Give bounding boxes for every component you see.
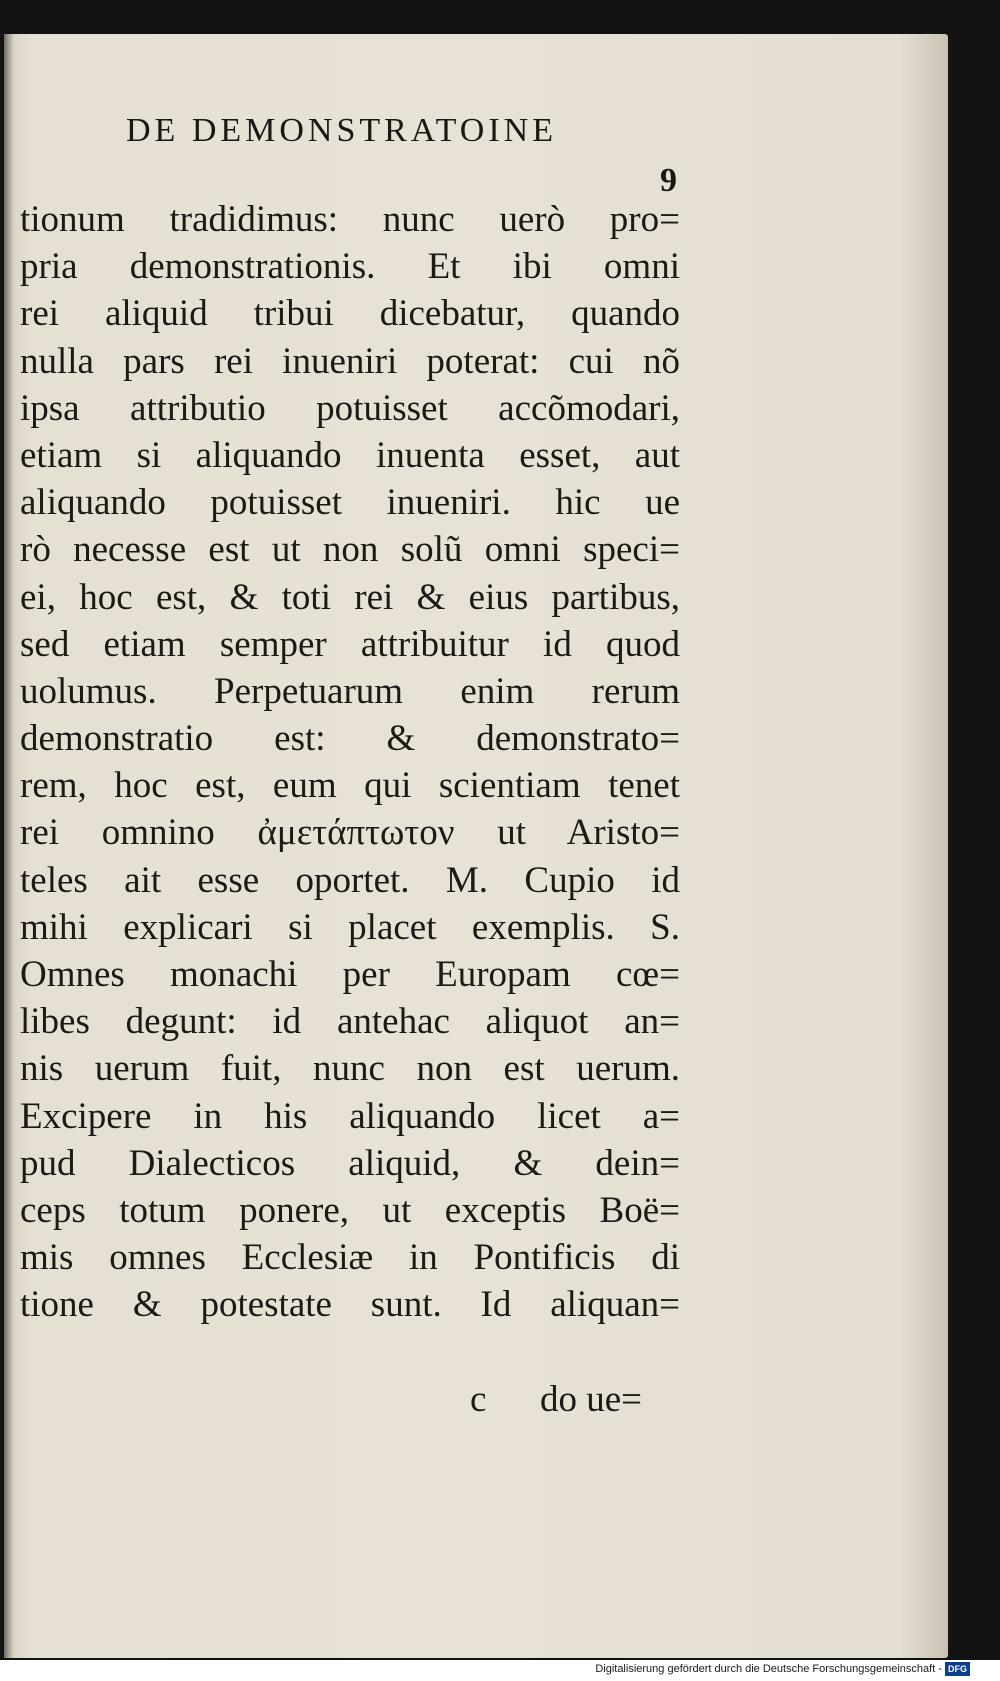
text-line: Excipere in his aliquando licet a=	[20, 1095, 680, 1137]
text-line: tione & potestate sunt. Id aliquan=	[20, 1284, 680, 1326]
text-line: nis uerum fuit, nunc non est uerum.	[20, 1048, 680, 1090]
text-line: libes degunt: id antehac aliquot an=	[20, 1001, 680, 1043]
page-number: 9	[660, 162, 677, 199]
body-text	[20, 196, 680, 1329]
catchword: do ue=	[540, 1379, 643, 1420]
text-line: ipsa attributio potuisset accõmodari,	[20, 387, 680, 429]
text-line: pria demonstrationis. Et ibi omni	[20, 246, 680, 288]
text-line: ceps totum ponere, ut exceptis Boë=	[20, 1189, 680, 1231]
text-line: rei omnino ἀμετάπτωτον ut Aristo=	[20, 812, 680, 854]
digitization-credit	[595, 1662, 970, 1676]
text-line: mis omnes Ecclesiæ in Pontificis di	[20, 1237, 680, 1279]
text-line: teles ait esse oportet. M. Cupio id	[20, 859, 680, 901]
text-line: tionum tradidimus: nunc uerò pro=	[20, 199, 680, 240]
page-gutter-shadow	[4, 34, 14, 1658]
text-line: rei aliquid tribui dicebatur, quando	[20, 293, 680, 335]
text-line: sed etiam semper attribuitur id quod	[20, 623, 680, 665]
running-head: DE DEMONSTRATOINE	[126, 112, 557, 149]
text-line: rò necesse est ut non solũ omni speci=	[20, 529, 680, 571]
text-line: Omnes monachi per Europam cœ=	[20, 954, 680, 995]
text-line: pud Dialecticos aliquid, & dein=	[20, 1142, 680, 1184]
text-line: rem, hoc est, eum qui scientiam tenet	[20, 765, 680, 807]
text-line: etiam si aliquando inuenta esset, aut	[20, 434, 680, 476]
catchword-row	[470, 1378, 680, 1428]
text-line: mihi explicari si placet exemplis. S.	[20, 906, 680, 948]
text-line: demonstratio est: & demonstrato=	[20, 718, 680, 760]
text-line: uolumus. Perpetuarum enim rerum	[20, 670, 680, 712]
text-line: aliquando potuisset inueniri. hic ue	[20, 482, 680, 524]
text-line: nulla pars rei inueniri poterat: cui nõ	[20, 340, 680, 382]
text-line: ei, hoc est, & toti rei & eius partibus,	[20, 576, 680, 618]
credit-text: Digitalisierung gefördert durch die Deutsche Forschungsgemeinschaft -	[595, 1663, 942, 1675]
signature-mark: c	[470, 1379, 487, 1420]
dfg-logo: DFG	[945, 1662, 970, 1676]
